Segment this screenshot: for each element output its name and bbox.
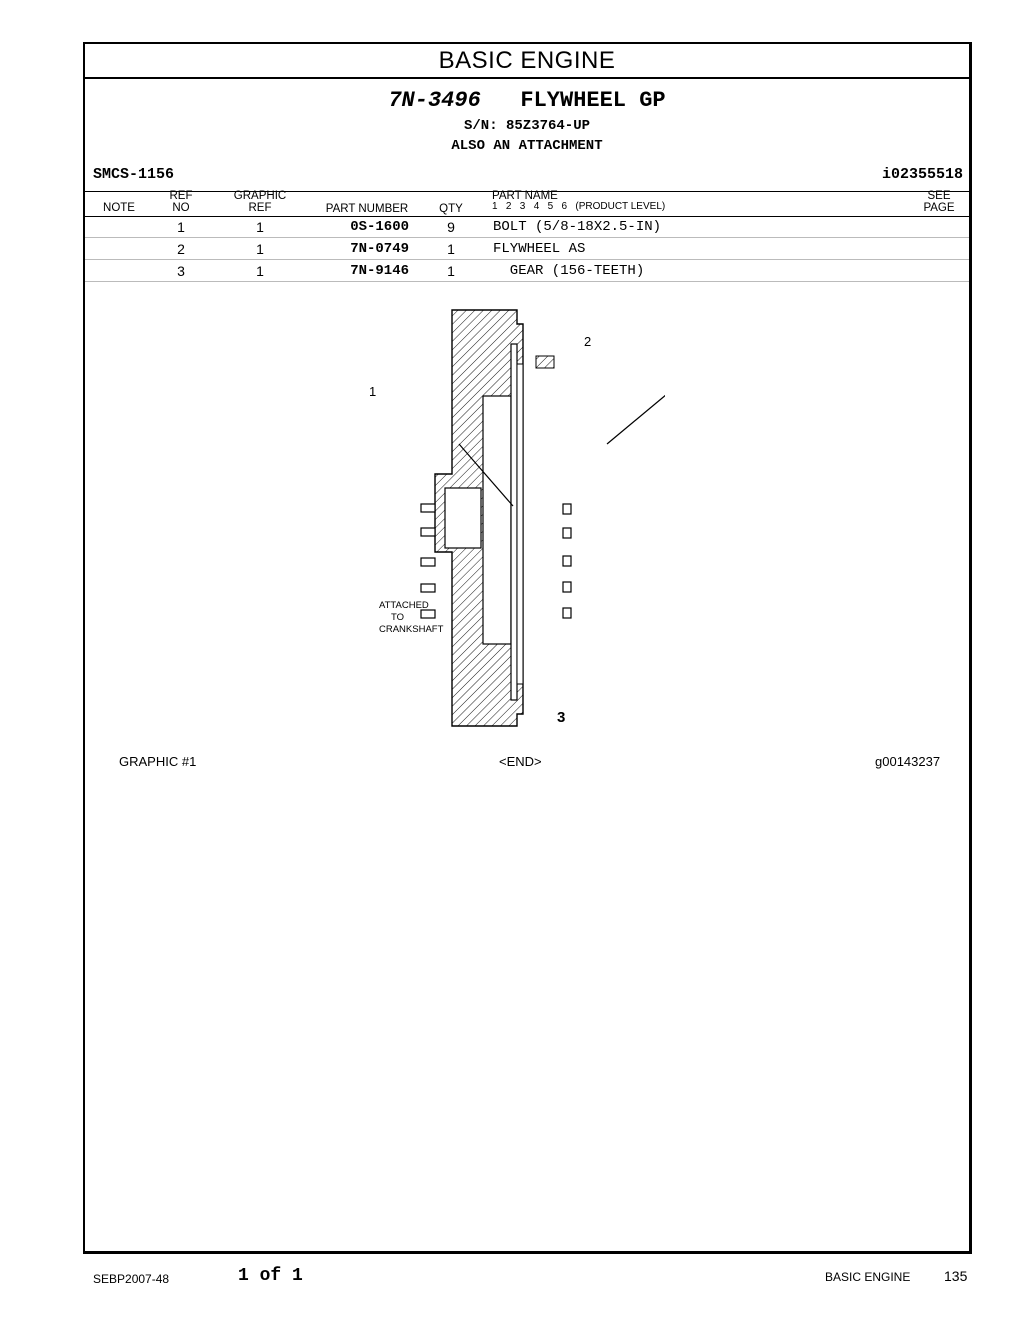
graphic-caption: GRAPHIC #1	[119, 754, 197, 769]
col-product-level: 1 2 3 4 5 6 (PRODUCT LEVEL)	[492, 201, 666, 212]
col-part-number: PART NUMBER	[325, 203, 409, 215]
row-part-number: 7N-0749	[350, 241, 409, 257]
table-row	[85, 238, 969, 260]
bolt-tips	[563, 504, 571, 618]
row-qty: 1	[447, 241, 455, 257]
hub-opening	[445, 488, 481, 548]
group-name: FLYWHEEL GP	[520, 88, 666, 113]
col-ref-bottom: NO	[172, 202, 190, 214]
row-graphic-ref: 1	[256, 263, 264, 279]
row-ref: 3	[177, 263, 185, 279]
leader-2	[607, 394, 665, 444]
footer-page-number: 135	[944, 1268, 968, 1284]
gear-ring-outer	[517, 364, 523, 684]
row-ref: 1	[177, 219, 185, 235]
table-row	[85, 216, 969, 238]
table-row	[85, 260, 969, 282]
flywheel-recess	[483, 396, 511, 644]
row-part-name: GEAR (156-TEETH)	[493, 263, 645, 279]
callout-1: 1	[369, 384, 377, 399]
row-part-number: 7N-9146	[350, 263, 409, 279]
group-part-number: 7N-3496	[388, 88, 481, 113]
smcs-code: SMCS-1156	[93, 166, 175, 183]
end-marker: <END>	[499, 754, 542, 769]
row-qty: 1	[447, 263, 455, 279]
callout-2: 2	[584, 334, 592, 349]
serial-number: S/N: 85Z3764-UP	[463, 118, 591, 134]
row-part-name: FLYWHEEL AS	[493, 241, 586, 257]
row-ref: 2	[177, 241, 185, 257]
row-part-number: 0S-1600	[350, 219, 409, 235]
flywheel-drawing	[345, 304, 665, 744]
col-part-name: PART NAME	[492, 190, 558, 202]
col-graphic-top: GRAPHIC	[233, 190, 287, 202]
page-frame	[83, 42, 972, 1254]
row-graphic-ref: 1	[256, 241, 264, 257]
section-title: BASIC ENGINE	[85, 44, 969, 79]
row-qty: 9	[447, 219, 455, 235]
graphic-id: g00143237	[875, 754, 941, 769]
col-graphic-bottom: REF	[248, 202, 272, 214]
group-title	[85, 88, 969, 113]
col-qty: QTY	[439, 203, 463, 215]
footer-section: BASIC ENGINE	[825, 1270, 911, 1284]
crankshaft-label: ATTACHED TO CRANKSHAFT	[379, 600, 444, 635]
footer-doc-id: SEBP2007-48	[93, 1272, 170, 1286]
row-graphic-ref: 1	[256, 219, 264, 235]
col-see-top: SEE	[927, 190, 951, 202]
top-block	[536, 356, 554, 368]
callout-3: 3	[557, 709, 566, 726]
col-note: NOTE	[103, 202, 135, 214]
attachment-note: ALSO AN ATTACHMENT	[451, 138, 603, 154]
col-ref-top: REF	[169, 190, 193, 202]
gear-ring	[511, 344, 517, 700]
row-part-name: BOLT (5/8-18X2.5-IN)	[493, 219, 662, 235]
col-see-bottom: PAGE	[923, 202, 955, 214]
footer-page-of: 1 of 1	[238, 1266, 303, 1286]
illustration-id: i02355518	[881, 166, 963, 183]
